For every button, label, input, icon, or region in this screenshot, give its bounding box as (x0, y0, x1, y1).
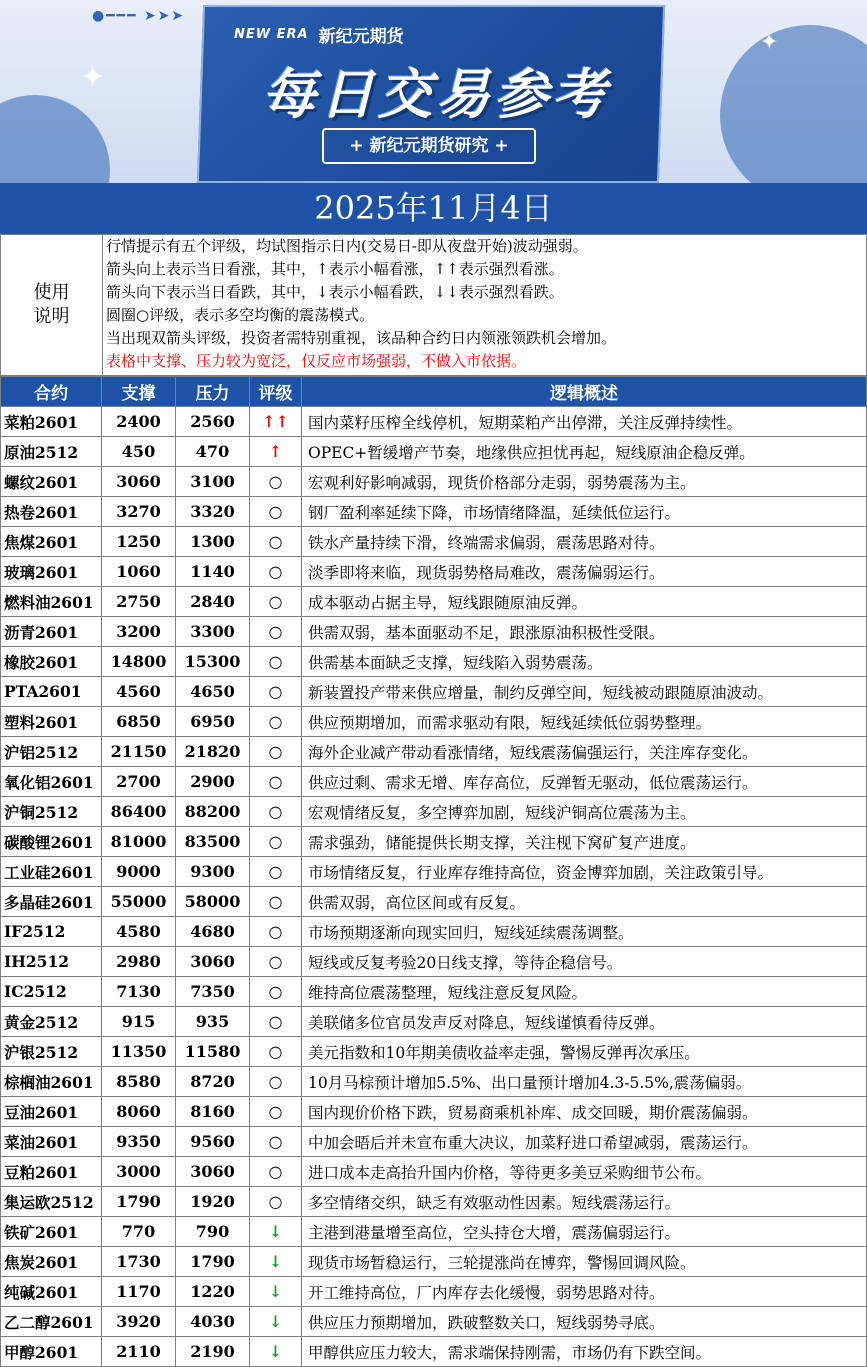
pressure-cell: 2190 (176, 1337, 250, 1367)
contract-cell: 黄金2512 (1, 1007, 102, 1037)
contract-cell: 豆油2601 (1, 1097, 102, 1127)
contract-cell: 集运欧2512 (1, 1187, 102, 1217)
contract-cell: 工业硅2601 (1, 857, 102, 887)
logic-cell: 供需双弱，基本面驱动不足，跟涨原油积极性受限。 (302, 617, 867, 647)
support-cell: 3200 (102, 617, 176, 647)
support-cell: 9000 (102, 857, 176, 887)
rating-cell: ○ (250, 947, 302, 977)
table-row (1, 1247, 867, 1277)
col-header-pressure: 压力 (176, 377, 250, 407)
support-cell: 7130 (102, 977, 176, 1007)
rating-cell: ↓ (250, 1247, 302, 1277)
table-row (1, 1277, 867, 1307)
contract-cell: 菜油2601 (1, 1127, 102, 1157)
table-row (1, 707, 867, 737)
table-row (1, 1187, 867, 1217)
logic-cell: 国内菜籽压榨全线停机，短期菜粕产出停滞，关注反弹持续性。 (302, 407, 867, 437)
pressure-cell: 58000 (176, 887, 250, 917)
support-cell: 2980 (102, 947, 176, 977)
contract-cell: 沪银2512 (1, 1037, 102, 1067)
rating-cell: ○ (250, 767, 302, 797)
usage-notes (0, 234, 867, 376)
rating-cell: ○ (250, 1007, 302, 1037)
rating-cell: ↓ (250, 1277, 302, 1307)
logic-cell: 主港到港量增至高位，空头持仓大增，震荡偏弱运行。 (302, 1217, 867, 1247)
contract-cell: 碳酸锂2601 (1, 827, 102, 857)
logic-cell: 海外企业减产带动看涨情绪，短线震荡偏强运行，关注库存变化。 (302, 737, 867, 767)
pressure-cell: 83500 (176, 827, 250, 857)
table-row (1, 437, 867, 467)
pressure-cell: 15300 (176, 647, 250, 677)
support-cell: 450 (102, 437, 176, 467)
pressure-cell: 1140 (176, 557, 250, 587)
logic-cell: 新装置投产带来供应增量，制约反弹空间，短线被动跟随原油波动。 (302, 677, 867, 707)
logic-cell: 市场预期逐渐向现实回归，短线延续震荡调整。 (302, 917, 867, 947)
pressure-cell: 9300 (176, 857, 250, 887)
table-row (1, 677, 867, 707)
pressure-cell: 3060 (176, 947, 250, 977)
usage-line: 行情提示有五个评级，均试图指示日内(交易日-即从夜盘开始)波动强弱。 (106, 237, 588, 255)
logic-cell: 宏观利好影响减弱，现货价格部分走弱，弱势震荡为主。 (302, 467, 867, 497)
rating-cell: ○ (250, 557, 302, 587)
header-banner (0, 0, 867, 183)
logic-cell: 开工维持高位，厂内库存去化缓慢，弱势思路对待。 (302, 1277, 867, 1307)
contract-cell: 原油2512 (1, 437, 102, 467)
pressure-cell: 7350 (176, 977, 250, 1007)
support-cell: 86400 (102, 797, 176, 827)
rating-cell: ↓ (250, 1337, 302, 1367)
table-row (1, 1097, 867, 1127)
contract-cell: 沥青2601 (1, 617, 102, 647)
rating-cell: ○ (250, 527, 302, 557)
contract-cell: 热卷2601 (1, 497, 102, 527)
logic-cell: 短线或反复考验20日线支撑，等待企稳信号。 (302, 947, 867, 977)
support-cell: 2110 (102, 1337, 176, 1367)
table-row (1, 947, 867, 977)
logic-cell: 供需基本面缺乏支撑，短线陷入弱势震荡。 (302, 647, 867, 677)
contract-cell: 氧化铝2601 (1, 767, 102, 797)
support-cell: 11350 (102, 1037, 176, 1067)
rating-cell: ↑↑ (250, 407, 302, 437)
table-row (1, 1067, 867, 1097)
table-row (1, 857, 867, 887)
rating-cell: ○ (250, 887, 302, 917)
decor-arrows: ●━━━ ➤➤➤ (92, 8, 186, 24)
rating-cell: ○ (250, 1127, 302, 1157)
rating-cell: ○ (250, 587, 302, 617)
support-cell: 55000 (102, 887, 176, 917)
logic-cell: 铁水产量持续下滑，终端需求偏弱，震荡思路对待。 (302, 527, 867, 557)
logic-cell: 中加会晤后并未宣布重大决议，加菜籽进口希望减弱，震荡运行。 (302, 1127, 867, 1157)
pressure-cell: 3060 (176, 1157, 250, 1187)
logic-cell: 市场情绪反复，行业库存维持高位，资金博弈加剧，关注政策引导。 (302, 857, 867, 887)
contract-cell: 沪铜2512 (1, 797, 102, 827)
pressure-cell: 11580 (176, 1037, 250, 1067)
pressure-cell: 2840 (176, 587, 250, 617)
logic-cell: 现货市场暂稳运行，三轮提涨尚在博弈，警惕回调风险。 (302, 1247, 867, 1277)
support-cell: 1790 (102, 1187, 176, 1217)
pressure-cell: 790 (176, 1217, 250, 1247)
decor-circle-left (0, 95, 110, 183)
page-title: 每日交易参考 (262, 63, 610, 126)
table-row (1, 1217, 867, 1247)
usage-label-text: 使用 说明 (33, 282, 70, 327)
support-cell: 14800 (102, 647, 176, 677)
table-header (1, 377, 867, 407)
logic-cell: 美联储多位官员发声反对降息，短线谨慎看待反弹。 (302, 1007, 867, 1037)
usage-line: 当出现双箭头评级，投资者需特别重视，该品种合约日内领涨领跌机会增加。 (106, 329, 617, 347)
support-cell: 8060 (102, 1097, 176, 1127)
pressure-cell: 470 (176, 437, 250, 467)
contract-cell: 菜粕2601 (1, 407, 102, 437)
support-cell: 2400 (102, 407, 176, 437)
table-row (1, 827, 867, 857)
logic-cell: OPEC+暂缓增产节奏，地缘供应担忧再起，短线原油企稳反弹。 (302, 437, 867, 467)
pressure-cell: 1220 (176, 1277, 250, 1307)
table-row (1, 1157, 867, 1187)
support-cell: 1250 (102, 527, 176, 557)
logic-cell: 淡季即将来临，现货弱势格局难改，震荡偏弱运行。 (302, 557, 867, 587)
pressure-cell: 88200 (176, 797, 250, 827)
rating-cell: ○ (250, 797, 302, 827)
rating-cell: ○ (250, 617, 302, 647)
contract-cell: 乙二醇2601 (1, 1307, 102, 1337)
pressure-cell: 2560 (176, 407, 250, 437)
contract-cell: 焦煤2601 (1, 527, 102, 557)
contract-cell: 铁矿2601 (1, 1217, 102, 1247)
usage-line: 箭头向下表示当日看跌，其中，↓表示小幅看跌，↓↓表示强烈看跌。 (106, 283, 564, 301)
pressure-cell: 6950 (176, 707, 250, 737)
support-cell: 4580 (102, 917, 176, 947)
support-cell: 6850 (102, 707, 176, 737)
logic-cell: 甲醇供应压力较大，需求端保持刚需，市场仍有下跌空间。 (302, 1337, 867, 1367)
table-row (1, 587, 867, 617)
logic-cell: 10月马棕预计增加5.5%、出口量预计增加4.3-5.5%,震荡偏弱。 (302, 1067, 867, 1097)
contract-cell: 棕榈油2601 (1, 1067, 102, 1097)
pressure-cell: 21820 (176, 737, 250, 767)
support-cell: 8580 (102, 1067, 176, 1097)
contract-cell: 甲醇2601 (1, 1337, 102, 1367)
logic-cell: 供应预期增加，而需求驱动有限，短线延续低位弱势整理。 (302, 707, 867, 737)
usage-lines (103, 235, 867, 376)
support-cell: 81000 (102, 827, 176, 857)
support-cell: 2700 (102, 767, 176, 797)
report-date: 2025年11月4日 (0, 183, 867, 234)
logic-cell: 供需双弱，高位区间或有反复。 (302, 887, 867, 917)
rating-cell: ○ (250, 1037, 302, 1067)
page-subtitle: + 新纪元期货研究 + (322, 128, 536, 164)
logic-cell: 国内现价价格下跌，贸易商乘机补库、成交回暖，期价震荡偏弱。 (302, 1097, 867, 1127)
rating-cell: ↑ (250, 437, 302, 467)
table-row (1, 737, 867, 767)
usage-line: 箭头向上表示当日看涨，其中，↑表示小幅看涨，↑↑表示强烈看涨。 (106, 260, 564, 278)
contract-cell: IH2512 (1, 947, 102, 977)
usage-label (1, 235, 103, 376)
rating-cell: ○ (250, 677, 302, 707)
logic-cell: 宏观情绪反复，多空博弈加剧，短线沪铜高位震荡为主。 (302, 797, 867, 827)
logic-cell: 维持高位震荡整理，短线注意反复风险。 (302, 977, 867, 1007)
rating-cell: ○ (250, 647, 302, 677)
contract-cell: 纯碱2601 (1, 1277, 102, 1307)
support-cell: 4560 (102, 677, 176, 707)
rating-cell: ○ (250, 977, 302, 1007)
company-logo: NEW ERA (234, 27, 309, 42)
table-row (1, 1337, 867, 1367)
table-row (1, 527, 867, 557)
contract-cell: 橡胶2601 (1, 647, 102, 677)
contract-cell: 燃料油2601 (1, 587, 102, 617)
usage-line: 表格中支撑、压力较为宽泛，仅反应市场强弱，不做入市依据。 (106, 352, 527, 370)
col-header-rating: 评级 (250, 377, 302, 407)
rating-cell: ↓ (250, 1217, 302, 1247)
support-cell: 770 (102, 1217, 176, 1247)
decor-star: ✦ (80, 60, 106, 95)
contract-cell: 塑料2601 (1, 707, 102, 737)
pressure-cell: 1300 (176, 527, 250, 557)
support-cell: 3000 (102, 1157, 176, 1187)
rating-cell: ○ (250, 737, 302, 767)
support-cell: 915 (102, 1007, 176, 1037)
contract-cell: IF2512 (1, 917, 102, 947)
logic-cell: 钢厂盈利率延续下降，市场情绪降温，延续低位运行。 (302, 497, 867, 527)
rating-cell: ○ (250, 1187, 302, 1217)
logic-cell: 供应压力预期增加，跌破整数关口，短线弱势寻底。 (302, 1307, 867, 1337)
contract-cell: 豆粕2601 (1, 1157, 102, 1187)
pressure-cell: 1920 (176, 1187, 250, 1217)
pressure-cell: 2900 (176, 767, 250, 797)
rating-cell: ○ (250, 827, 302, 857)
logic-cell: 多空情绪交织，缺乏有效驱动性因素。短线震荡运行。 (302, 1187, 867, 1217)
contract-cell: 螺纹2601 (1, 467, 102, 497)
support-cell: 3270 (102, 497, 176, 527)
support-cell: 21150 (102, 737, 176, 767)
logic-cell: 成本驱动占据主导，短线跟随原油反弹。 (302, 587, 867, 617)
pressure-cell: 1790 (176, 1247, 250, 1277)
table-row (1, 1127, 867, 1157)
contract-cell: PTA2601 (1, 677, 102, 707)
table-row (1, 647, 867, 677)
rating-cell: ○ (250, 1157, 302, 1187)
contract-cell: 多晶硅2601 (1, 887, 102, 917)
table-row (1, 917, 867, 947)
table-row (1, 557, 867, 587)
logic-cell: 需求强劲，储能提供长期支撑，关注枧下窝矿复产进度。 (302, 827, 867, 857)
table-row (1, 1037, 867, 1067)
pressure-cell: 3100 (176, 467, 250, 497)
col-header-contract: 合约 (1, 377, 102, 407)
brand (234, 22, 404, 47)
support-cell: 2750 (102, 587, 176, 617)
support-cell: 1060 (102, 557, 176, 587)
pressure-cell: 9560 (176, 1127, 250, 1157)
rating-cell: ↓ (250, 1307, 302, 1337)
table-row (1, 797, 867, 827)
rating-cell: ○ (250, 1067, 302, 1097)
table-row (1, 767, 867, 797)
pressure-cell: 4680 (176, 917, 250, 947)
table-row (1, 497, 867, 527)
logic-cell: 美元指数和10年期美债收益率走强，警惕反弹再次承压。 (302, 1037, 867, 1067)
table-row (1, 407, 867, 437)
contract-cell: 沪铝2512 (1, 737, 102, 767)
table-row (1, 467, 867, 497)
pressure-cell: 4650 (176, 677, 250, 707)
usage-line: 圆圈○评级，表示多空均衡的震荡模式。 (106, 306, 375, 324)
decor-star-small: ✦ (760, 30, 779, 55)
pressure-cell: 3300 (176, 617, 250, 647)
rating-cell: ○ (250, 917, 302, 947)
table-row (1, 887, 867, 917)
support-cell: 3060 (102, 467, 176, 497)
support-cell: 1170 (102, 1277, 176, 1307)
pressure-cell: 3320 (176, 497, 250, 527)
pressure-cell: 8720 (176, 1067, 250, 1097)
logic-cell: 供应过剩、需求无增、库存高位，反弹暂无驱动，低位震荡运行。 (302, 767, 867, 797)
decor-circle-right (720, 25, 867, 183)
support-cell: 1730 (102, 1247, 176, 1277)
rating-cell: ○ (250, 467, 302, 497)
rating-cell: ○ (250, 707, 302, 737)
rating-cell: ○ (250, 1097, 302, 1127)
contract-cell: 玻璃2601 (1, 557, 102, 587)
table-row (1, 617, 867, 647)
pressure-cell: 935 (176, 1007, 250, 1037)
col-header-logic: 逻辑概述 (302, 377, 867, 407)
rating-cell: ○ (250, 497, 302, 527)
logic-cell: 进口成本走高抬升国内价格，等待更多美豆采购细节公布。 (302, 1157, 867, 1187)
table-row (1, 1007, 867, 1037)
rating-cell: ○ (250, 857, 302, 887)
table-row (1, 977, 867, 1007)
trading-table (0, 376, 867, 1367)
table-row (1, 1307, 867, 1337)
pressure-cell: 8160 (176, 1097, 250, 1127)
support-cell: 9350 (102, 1127, 176, 1157)
pressure-cell: 4030 (176, 1307, 250, 1337)
support-cell: 3920 (102, 1307, 176, 1337)
col-header-support: 支撑 (102, 377, 176, 407)
contract-cell: 焦炭2601 (1, 1247, 102, 1277)
contract-cell: IC2512 (1, 977, 102, 1007)
company-name: 新纪元期货 (318, 27, 404, 47)
